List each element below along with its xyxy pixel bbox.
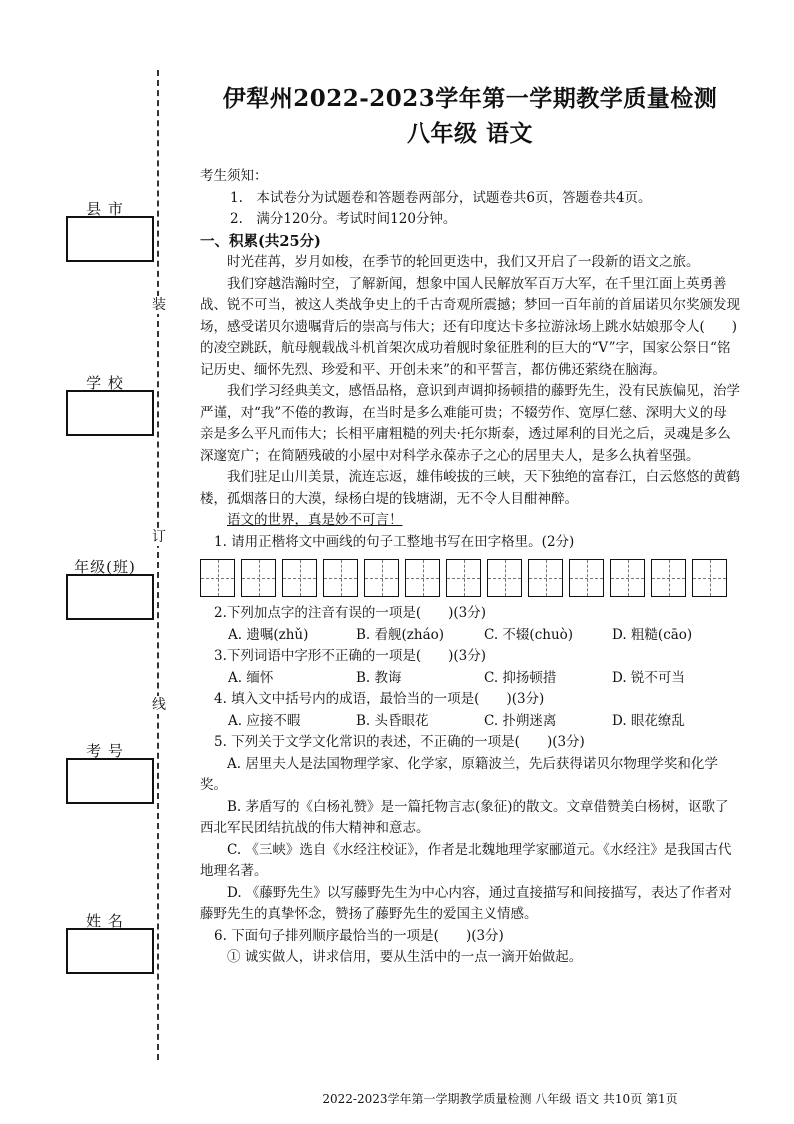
class-box[interactable] <box>66 574 154 620</box>
passage-paragraph-2: 我们穿越浩瀚时空，了解新闻，想象中国人民解放军百万大军，在千里江面上英勇善战、锐不可当，被这人类战争史上的千古奇观所震撼；梦回一百年前的首届诺贝尔奖颁发现场，感受诺贝尔遗嘱背后的崇高与伟大；还有印度达卡多拉游泳场上跳水姑娘那令人( )的凌空跳跃，航母舰载战斗机首架次成功着舰时象征胜利的巨大的“V”字，国家公祭日“铭记历史、缅怀先烈、珍爱和平、开创未来”的和平誓言，都仿佛还萦绕在脑海。 <box>200 275 740 378</box>
binding-strip <box>0 0 200 1124</box>
q2-option-c: C. 不辍(chuò) <box>484 626 574 643</box>
question-2-options <box>200 625 740 647</box>
q3-option-b: B. 教诲 <box>356 669 402 686</box>
notice-item-2: 2. 满分120分。考试时间120分钟。 <box>230 211 457 227</box>
q2-option-b: B. 看舰(zháo) <box>356 626 445 643</box>
class-label: 年级(班) <box>74 558 136 576</box>
q2-option-a: A. 遗嘱(zhǔ) <box>228 626 309 643</box>
question-3: 3.下列词语中字形不正确的一项是( )(3分) <box>214 648 487 664</box>
q5-option-c: C. 《三峡》选自《水经注校证》，作者是北魏地理学家郦道元。《水经注》是我国古代地理名著。 <box>200 841 732 879</box>
question-5: 5. 下列关于文学文化常识的表述，不正确的一项是( )(3分) <box>214 734 585 750</box>
page-footer: 2022-2023学年第一学期教学质量检测 八年级 语文 共10页 第1页 <box>322 1092 678 1106</box>
tianzige-cell[interactable] <box>241 559 276 597</box>
exam-number-label: 考 号 <box>86 742 124 760</box>
county-box[interactable] <box>66 216 154 262</box>
q5-option-a: A. 居里夫人是法国物理学家、化学家，原籍波兰，先后获得诺贝尔物理学奖和化学奖。 <box>200 755 718 793</box>
seal-char-ding: 订 <box>152 529 166 545</box>
notice-heading: 考生须知： <box>200 168 268 184</box>
q6-item-1 <box>200 947 740 969</box>
seal-char-xian: 线 <box>152 697 166 713</box>
q4-option-d: D. 眼花缭乱 <box>612 712 685 729</box>
seal-line <box>157 70 159 1060</box>
q4-option-a: A. 应接不暇 <box>228 712 301 729</box>
q3-option-a: A. 缅怀 <box>228 669 274 686</box>
county-label: 县 市 <box>86 200 124 218</box>
q4-option-b: B. 头昏眼花 <box>356 712 429 729</box>
tianzige-cell[interactable] <box>200 559 235 597</box>
question-3-options <box>200 668 740 690</box>
q6-item-1-number: ① <box>227 949 241 965</box>
name-label: 姓 名 <box>86 912 124 930</box>
question-4-options <box>200 711 740 733</box>
seal-char-zhuang: 装 <box>152 297 166 313</box>
page-subtitle: 八年级 语文 <box>406 120 533 147</box>
question-4: 4. 填入文中括号内的成语，最恰当的一项是( )(3分) <box>214 691 545 707</box>
name-box[interactable] <box>66 928 154 974</box>
notice-item-1: 1. 本试卷分为试题卷和答题卷两部分，试题卷共6页，答题卷共4页。 <box>230 189 652 206</box>
passage-paragraph-1: 时光荏苒，岁月如梭，在季节的轮回更迭中，我们又开启了一段新的语文之旅。 <box>227 254 700 270</box>
page-title: 伊犁州2022-2023学年第一学期教学质量检测 <box>222 85 718 112</box>
passage-paragraph-3: 我们学习经典美文，感悟品格，意识到声调抑扬顿措的藤野先生，没有民族偏见，治学严谨，对“我”不倦的教诲，在当时是多么难能可贵；不辍劳作、宽厚仁慈、深明大义的母亲是多么平凡而伟大；长相平庸粗糙的列夫·托尔斯泰，透过犀利的目光之后，灵魂是多么深邃宽广；在简陋残破的小屋中对科学永葆赤子之心的居里夫人，是多么执着坚强。 <box>200 383 740 464</box>
q5-option-d: D. 《藤野先生》以写藤野先生为中心内容，通过直接描写和间接描写，表达了作者对藤野先生的真挚怀念，赞扬了藤野先生的爱国主义情感。 <box>200 884 732 922</box>
q3-option-c: C. 抑扬顿措 <box>484 669 557 686</box>
exam-content <box>200 166 740 969</box>
tianzige-cell[interactable] <box>569 559 604 597</box>
tianzige-cell[interactable] <box>364 559 399 597</box>
question-1: 1. 请用正楷将文中画线的句子工整地书写在田字格里。(2分) <box>214 533 575 550</box>
tianzige-cell[interactable] <box>692 559 727 597</box>
tianzige-cell[interactable] <box>610 559 645 597</box>
passage-paragraph-4: 我们驻足山川美景，流连忘返，雄伟峻拔的三峡，天下独绝的富春江，白云悠悠的黄鹤楼，孤烟落日的大漠，绿杨白堤的钱塘湖，无不令人目酣神醉。 <box>200 469 740 507</box>
tianzige-cell[interactable] <box>405 559 440 597</box>
underlined-sentence: 语文的世界，真是妙不可言！ <box>227 512 403 528</box>
q5-option-b: B. 茅盾写的《白杨礼赞》是一篇托物言志(象征)的散文。文章借赞美白杨树，讴歌了西北军民团结抗战的伟大精神和意志。 <box>200 798 729 836</box>
q2-option-d: D. 粗糙(cāo) <box>612 626 693 643</box>
school-label: 学 校 <box>86 374 124 392</box>
tianzige-cell[interactable] <box>323 559 358 597</box>
exam-number-box[interactable] <box>66 758 154 804</box>
tianzige-cell[interactable] <box>282 559 317 597</box>
tianzige-grid[interactable] <box>200 559 740 597</box>
q4-option-c: C. 扑朔迷离 <box>484 712 557 729</box>
q6-item-1-text: 诚实做人，讲求信用，要从生活中的一点一滴开始做起。 <box>244 949 583 965</box>
question-6: 6. 下面句子排列顺序最恰当的一项是( )(3分) <box>214 927 504 944</box>
q3-option-d: D. 锐不可当 <box>612 669 685 686</box>
school-box[interactable] <box>66 390 154 436</box>
tianzige-cell[interactable] <box>528 559 563 597</box>
tianzige-cell[interactable] <box>446 559 481 597</box>
section-heading: 一、积累(共25分) <box>200 232 321 250</box>
tianzige-cell[interactable] <box>487 559 522 597</box>
tianzige-cell[interactable] <box>651 559 686 597</box>
question-2: 2.下列加点字的注音有误的一项是( )(3分) <box>214 605 487 621</box>
